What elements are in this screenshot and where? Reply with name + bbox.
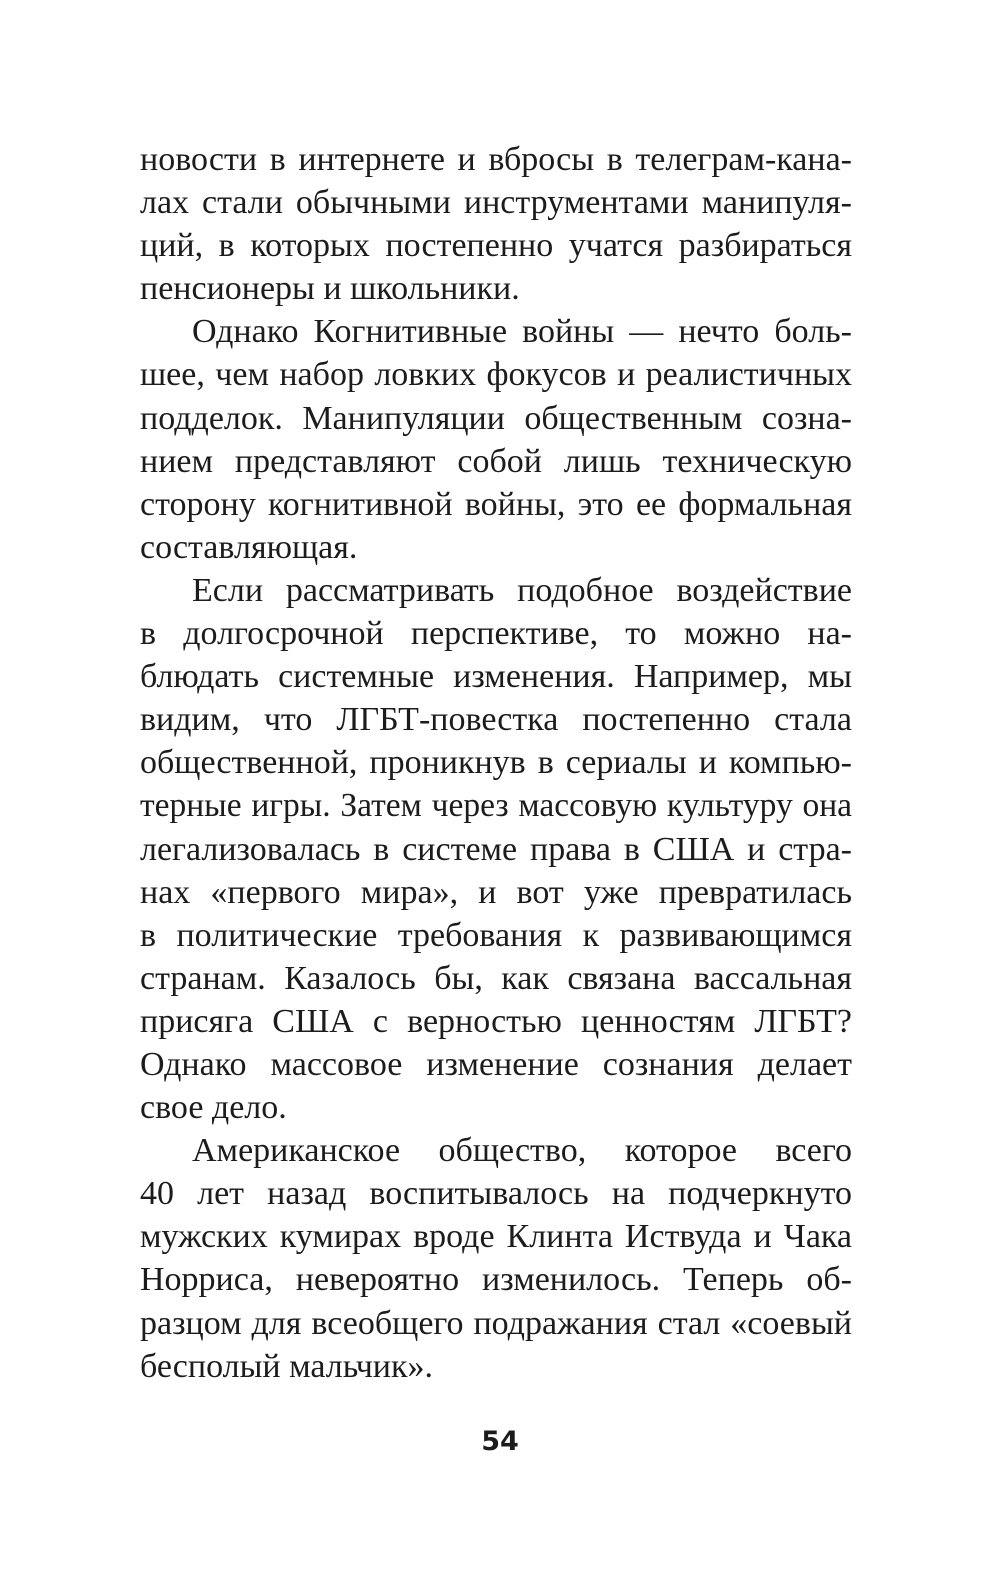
text-line: шее, чем набор ловких фокусов и реалистичных [140,356,852,394]
text-line: Однако Когнитивные войны — нечто боль- [192,313,852,351]
page-number: 54 [481,1426,519,1457]
text-line: 40 лет назад воспитывалось на подчеркнуто [140,1175,852,1213]
text-line: в долгосрочной перспективе, то можно на- [140,615,852,653]
text-line: лах стали обычными инструментами манипуля- [140,184,852,222]
text-line: нием представляют собой лишь техническую [140,442,852,480]
text-line: Однако массовое изменение сознания делает [140,1045,852,1083]
text-line: подделок. Манипуляции общественным созна- [140,399,852,437]
text-line: терные игры. Затем через массовую культуру она [140,787,852,825]
text-line: в политические требования к развивающимся [140,916,852,954]
text-line: разцом для всеобщего подражания стал «соевый [140,1304,852,1342]
text-line: составляющая. [140,528,358,566]
text-line: Американское общество, которое всего [192,1132,852,1170]
text-line: легализовалась в системе права в США и стра- [140,830,852,868]
text-line: блюдать системные изменения. Например, мы [140,658,852,696]
text-line: ций, в которых постепенно учатся разбираться [140,227,852,265]
text-line: нах «первого мира», и вот уже превратилась [140,873,852,911]
text-line: странам. Казалось бы, как связана вассальная [140,959,852,997]
text-line: новости в интернете и вбросы в телеграм-кана- [140,141,852,178]
text-line: свое дело. [140,1089,287,1127]
body-text [140,138,852,1388]
text-line: сторону когнитивной войны, это ее формальная [140,485,852,523]
text-line: видим, что ЛГБТ-повестка постепенно стала [140,701,852,739]
text-line: присяга США с верностью ценностям ЛГБТ? [140,1002,852,1040]
text-line: пенсионеры и школьники. [140,270,520,308]
text-line: мужских кумирах вроде Клинта Иствуда и Чака [140,1218,852,1256]
text-line: общественной, проникнув в сериалы и компью- [140,744,852,782]
text-line: Если рассматривать подобное воздействие [192,571,852,609]
text-line: Норриса, невероятно изменилось. Теперь об- [140,1261,852,1299]
text-line: бесполый мальчик». [140,1347,434,1385]
